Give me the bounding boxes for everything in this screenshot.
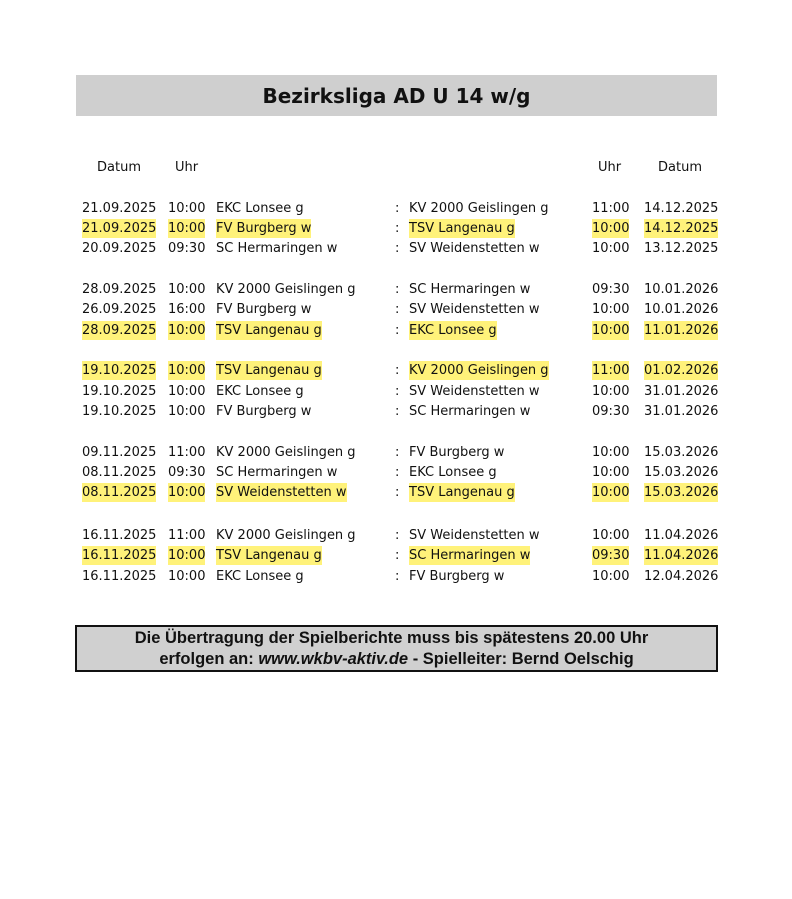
time-second-leg: 10:00 xyxy=(592,485,630,500)
separator: : xyxy=(395,323,400,338)
match-row xyxy=(0,382,792,401)
date-second-leg: 15.03.2026 xyxy=(644,485,719,500)
footer-suffix: - Spielleiter: Bernd Oelschig xyxy=(408,650,634,668)
time-second-leg: 09:30 xyxy=(592,548,630,563)
home-team: TSV Langenau g xyxy=(216,363,322,378)
separator: : xyxy=(395,221,400,236)
home-team: SV Weidenstetten w xyxy=(216,485,347,500)
away-team: TSV Langenau g xyxy=(409,221,515,236)
away-team: TSV Langenau g xyxy=(409,485,515,500)
date-second-leg: 31.01.2026 xyxy=(644,404,719,419)
home-team: FV Burgberg w xyxy=(216,404,312,419)
time-first-leg: 10:00 xyxy=(168,282,206,297)
header-time-right: Uhr xyxy=(598,160,622,175)
away-team: SV Weidenstetten w xyxy=(409,528,540,543)
date-first-leg: 16.11.2025 xyxy=(82,569,157,584)
away-team: FV Burgberg w xyxy=(409,445,505,460)
time-first-leg: 10:00 xyxy=(168,363,206,378)
date-second-leg: 31.01.2026 xyxy=(644,384,719,399)
match-row xyxy=(0,483,792,502)
date-second-leg: 10.01.2026 xyxy=(644,282,719,297)
time-second-leg: 09:30 xyxy=(592,282,630,297)
time-first-leg: 11:00 xyxy=(168,528,206,543)
time-second-leg: 10:00 xyxy=(592,302,630,317)
date-first-leg: 16.11.2025 xyxy=(82,528,157,543)
time-first-leg: 10:00 xyxy=(168,404,206,419)
date-second-leg: 14.12.2025 xyxy=(644,221,719,236)
date-second-leg: 10.01.2026 xyxy=(644,302,719,317)
match-row xyxy=(0,361,792,380)
away-team: KV 2000 Geislingen g xyxy=(409,363,549,378)
match-row xyxy=(0,463,792,482)
time-second-leg: 09:30 xyxy=(592,404,630,419)
time-second-leg: 10:00 xyxy=(592,465,630,480)
home-team: TSV Langenau g xyxy=(216,548,322,563)
header-date-left: Datum xyxy=(97,160,141,175)
separator: : xyxy=(395,241,400,256)
match-row xyxy=(0,199,792,218)
home-team: EKC Lonsee g xyxy=(216,569,304,584)
date-first-leg: 19.10.2025 xyxy=(82,363,157,378)
time-second-leg: 10:00 xyxy=(592,445,630,460)
time-second-leg: 10:00 xyxy=(592,569,630,584)
match-row xyxy=(0,300,792,319)
separator: : xyxy=(395,404,400,419)
time-first-leg: 11:00 xyxy=(168,445,206,460)
match-row xyxy=(0,321,792,340)
away-team: SC Hermaringen w xyxy=(409,548,531,563)
home-team: SC Hermaringen w xyxy=(216,241,338,256)
match-row xyxy=(0,280,792,299)
time-first-leg: 10:00 xyxy=(168,221,206,236)
home-team: SC Hermaringen w xyxy=(216,465,338,480)
separator: : xyxy=(395,465,400,480)
away-team: KV 2000 Geislingen g xyxy=(409,201,549,216)
away-team: EKC Lonsee g xyxy=(409,323,497,338)
home-team: EKC Lonsee g xyxy=(216,201,304,216)
away-team: FV Burgberg w xyxy=(409,569,505,584)
match-row xyxy=(0,567,792,586)
footer-website: www.wkbv-aktiv.de xyxy=(258,650,409,668)
separator: : xyxy=(395,282,400,297)
time-first-leg: 10:00 xyxy=(168,323,206,338)
away-team: SC Hermaringen w xyxy=(409,404,531,419)
time-second-leg: 10:00 xyxy=(592,323,630,338)
time-first-leg: 10:00 xyxy=(168,548,206,563)
date-first-leg: 21.09.2025 xyxy=(82,221,157,236)
separator: : xyxy=(395,363,400,378)
away-team: SV Weidenstetten w xyxy=(409,241,540,256)
home-team: EKC Lonsee g xyxy=(216,384,304,399)
time-second-leg: 10:00 xyxy=(592,241,630,256)
date-second-leg: 11.01.2026 xyxy=(644,323,719,338)
page-title: Bezirksliga AD U 14 w/g xyxy=(262,83,531,108)
separator: : xyxy=(395,201,400,216)
date-second-leg: 01.02.2026 xyxy=(644,363,719,378)
date-first-leg: 20.09.2025 xyxy=(82,241,157,256)
date-first-leg: 09.11.2025 xyxy=(82,445,157,460)
separator: : xyxy=(395,569,400,584)
home-team: FV Burgberg w xyxy=(216,302,312,317)
time-second-leg: 10:00 xyxy=(592,221,630,236)
match-row xyxy=(0,546,792,565)
date-first-leg: 26.09.2025 xyxy=(82,302,157,317)
header-time-left: Uhr xyxy=(175,160,199,175)
away-team: EKC Lonsee g xyxy=(409,465,497,480)
footer-line1: Die Übertragung der Spielberichte muss bis spätestens 20.00 Uhr xyxy=(134,629,649,647)
date-second-leg: 15.03.2026 xyxy=(644,445,719,460)
footer-prefix: erfolgen an: xyxy=(159,650,259,668)
separator: : xyxy=(395,384,400,399)
time-first-leg: 16:00 xyxy=(168,302,206,317)
date-first-leg: 21.09.2025 xyxy=(82,201,157,216)
date-second-leg: 11.04.2026 xyxy=(644,528,719,543)
time-first-leg: 09:30 xyxy=(168,241,206,256)
time-second-leg: 11:00 xyxy=(592,201,630,216)
date-second-leg: 12.04.2026 xyxy=(644,569,719,584)
date-first-leg: 19.10.2025 xyxy=(82,404,157,419)
footer-notice xyxy=(75,625,718,672)
time-first-leg: 09:30 xyxy=(168,465,206,480)
home-team: KV 2000 Geislingen g xyxy=(216,445,356,460)
date-first-leg: 08.11.2025 xyxy=(82,465,157,480)
match-row xyxy=(0,526,792,545)
date-first-leg: 28.09.2025 xyxy=(82,282,157,297)
home-team: TSV Langenau g xyxy=(216,323,322,338)
date-first-leg: 16.11.2025 xyxy=(82,548,157,563)
match-row xyxy=(0,443,792,462)
date-second-leg: 15.03.2026 xyxy=(644,465,719,480)
time-first-leg: 10:00 xyxy=(168,569,206,584)
away-team: SV Weidenstetten w xyxy=(409,302,540,317)
date-first-leg: 28.09.2025 xyxy=(82,323,157,338)
home-team: KV 2000 Geislingen g xyxy=(216,282,356,297)
separator: : xyxy=(395,445,400,460)
date-second-leg: 14.12.2025 xyxy=(644,201,719,216)
separator: : xyxy=(395,485,400,500)
footer-line2 xyxy=(77,649,716,670)
time-first-leg: 10:00 xyxy=(168,384,206,399)
time-second-leg: 10:00 xyxy=(592,384,630,399)
away-team: SV Weidenstetten w xyxy=(409,384,540,399)
separator: : xyxy=(395,302,400,317)
match-row xyxy=(0,219,792,238)
match-row xyxy=(0,402,792,421)
away-team: SC Hermaringen w xyxy=(409,282,531,297)
date-second-leg: 13.12.2025 xyxy=(644,241,719,256)
title-bar xyxy=(76,75,717,116)
time-second-leg: 11:00 xyxy=(592,363,630,378)
separator: : xyxy=(395,548,400,563)
header-date-right: Datum xyxy=(658,160,702,175)
home-team: KV 2000 Geislingen g xyxy=(216,528,356,543)
time-first-leg: 10:00 xyxy=(168,485,206,500)
separator: : xyxy=(395,528,400,543)
date-first-leg: 08.11.2025 xyxy=(82,485,157,500)
time-first-leg: 10:00 xyxy=(168,201,206,216)
date-first-leg: 19.10.2025 xyxy=(82,384,157,399)
date-second-leg: 11.04.2026 xyxy=(644,548,719,563)
match-row xyxy=(0,239,792,258)
time-second-leg: 10:00 xyxy=(592,528,630,543)
home-team: FV Burgberg w xyxy=(216,221,312,236)
